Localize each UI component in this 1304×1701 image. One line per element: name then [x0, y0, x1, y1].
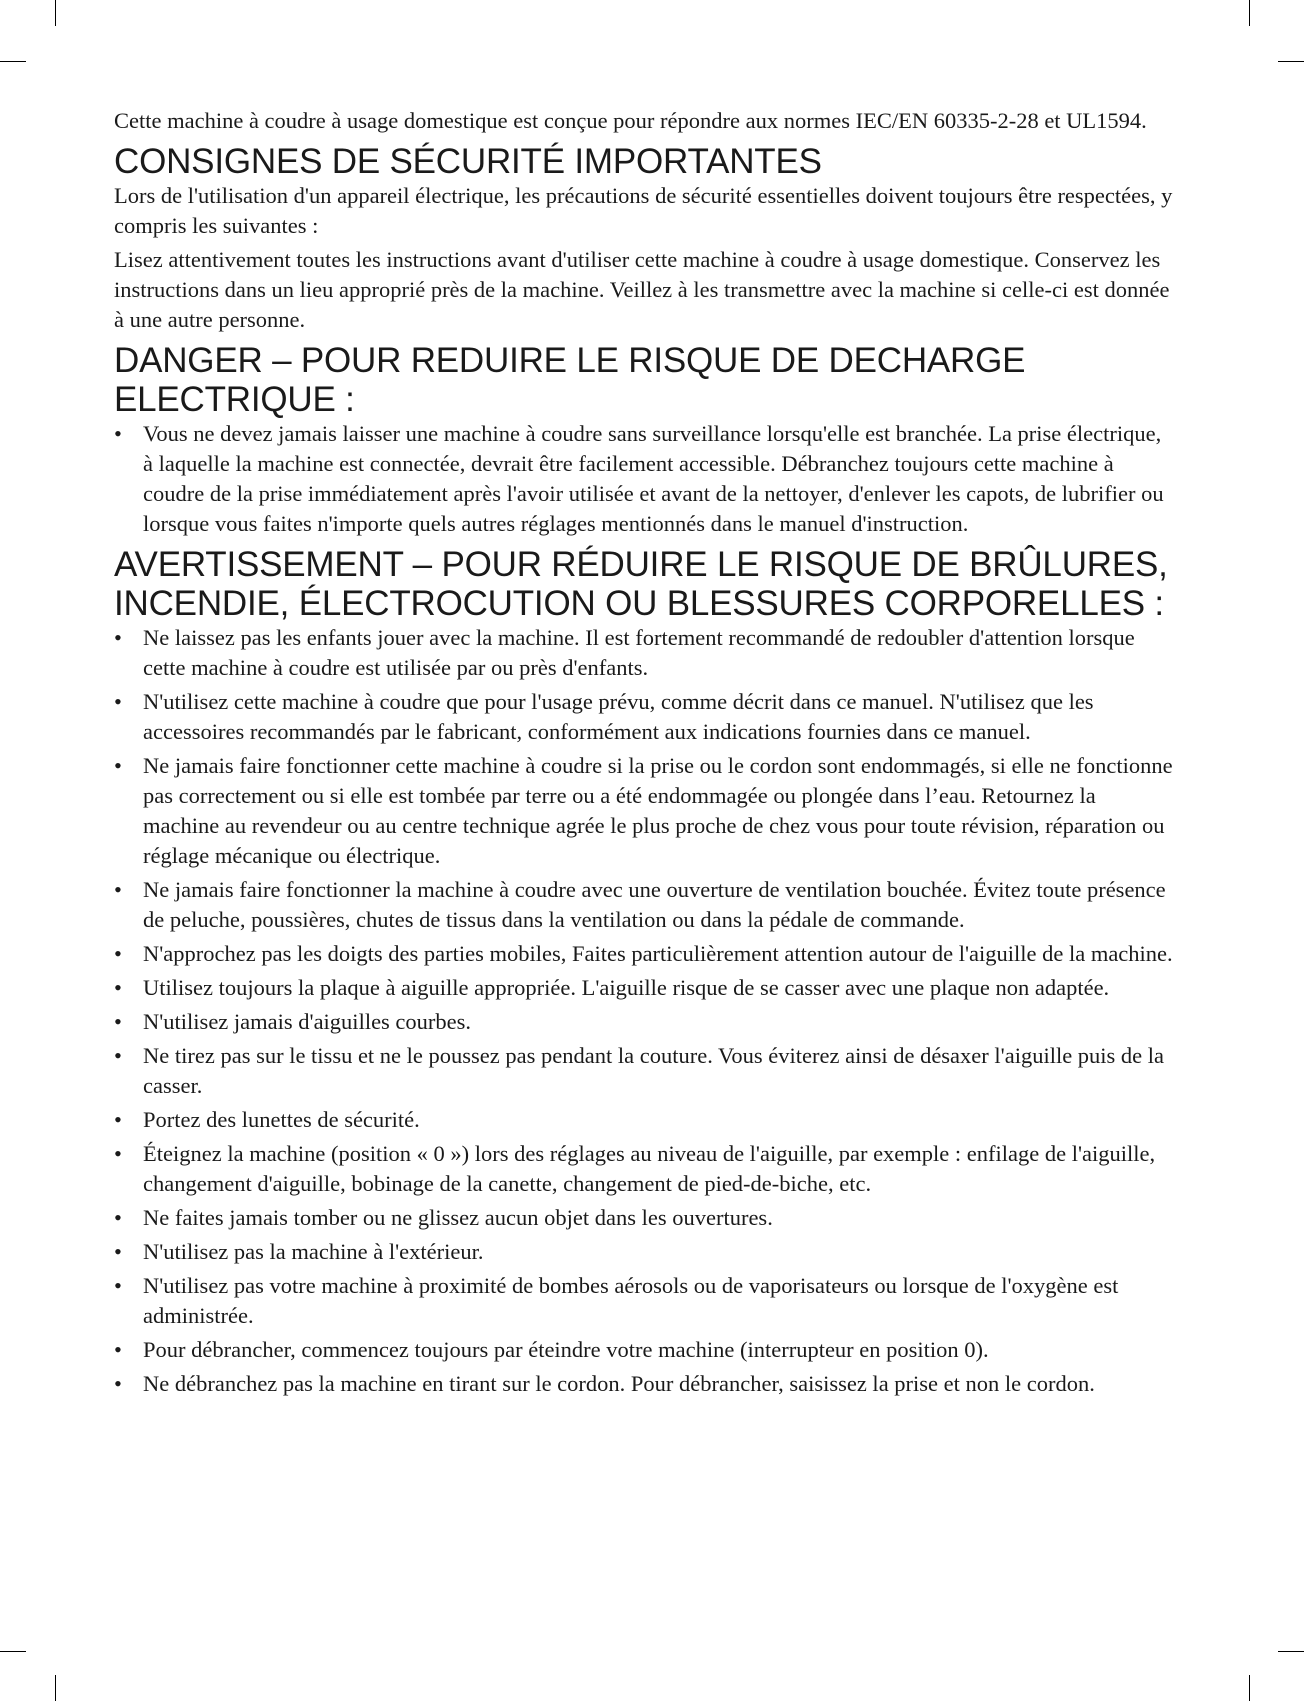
- list-item: [114, 1203, 1174, 1233]
- list-item-text: Ne faites jamais tomber ou ne glissez aucun objet dans les ouvertures.: [143, 1205, 773, 1230]
- list-item-text: Ne jamais faire fonctionner cette machine à coudre si la prise ou le cordon sont endommagés, si elle ne fonctionne pas correctement ou si elle est tombée par terre ou a été endommagée ou plongée dans l’eau. Retournez la machine au revendeur ou au centre technique agrée le plus proche de chez vous pour toute révision, réparation ou réglage mécanique ou électrique.: [143, 753, 1173, 868]
- document-page: [114, 106, 1174, 1403]
- list-item: [114, 1041, 1174, 1101]
- crop-mark: [1249, 0, 1250, 26]
- crop-mark: [1249, 1675, 1250, 1701]
- bullet-icon: •: [114, 1239, 122, 1264]
- bullet-icon: •: [114, 1371, 122, 1396]
- list-item: [114, 1139, 1174, 1199]
- list-item: [114, 1007, 1174, 1037]
- list-item: [114, 1335, 1174, 1365]
- heading-danger: DANGER – POUR REDUIRE LE RISQUE DE DECHARGE ELECTRIQUE :: [114, 341, 1026, 419]
- list-item-text: Ne tirez pas sur le tissu et ne le poussez pas pendant la couture. Vous éviterez ainsi de désaxer l'aiguille puis de la casser.: [143, 1043, 1165, 1098]
- list-item: [114, 939, 1174, 969]
- bullet-icon: •: [114, 1009, 122, 1034]
- crop-mark: [1278, 1651, 1304, 1652]
- bullet-icon: •: [114, 1337, 122, 1362]
- list-item-text: Ne laissez pas les enfants jouer avec la machine. Il est fortement recommandé de redoubler d'attention lorsque cette machine à coudre est utilisée par ou près d'enfants.: [143, 625, 1135, 680]
- bullet-icon: •: [114, 1273, 122, 1298]
- list-item: [114, 419, 1174, 539]
- list-item-text: N'approchez pas les doigts des parties mobiles, Faites particulièrement attention autour de l'aiguille de la machine.: [143, 941, 1173, 966]
- intro-paragraph: Cette machine à coudre à usage domestique est conçue pour répondre aux normes IEC/EN 60335-2-28 et UL1594.: [114, 108, 1147, 133]
- heading-warning: AVERTISSEMENT – POUR RÉDUIRE LE RISQUE DE BRÛLURES, INCENDIE, ÉLECTROCUTION OU BLESSURES CORPORELLES :: [114, 545, 1168, 623]
- bullet-icon: •: [114, 1205, 122, 1230]
- bullet-icon: •: [114, 975, 122, 1000]
- bullet-icon: •: [114, 421, 122, 446]
- heading-safety-instructions: CONSIGNES DE SÉCURITÉ IMPORTANTES: [114, 142, 822, 181]
- list-item-text: Éteignez la machine (position « 0 ») lors des réglages au niveau de l'aiguille, par exemple : enfilage de l'aiguille, changement d'aiguille, bobinage de la canette, changement de pied-de-biche, etc.: [143, 1141, 1156, 1196]
- warning-list: [114, 623, 1174, 1399]
- list-item-text: N'utilisez pas la machine à l'extérieur.: [143, 1239, 484, 1264]
- bullet-icon: •: [114, 625, 122, 650]
- safety-paragraph-2: Lisez attentivement toutes les instructions avant d'utiliser cette machine à coudre à usage domestique. Conservez les instructions dans un lieu approprié près de la machine. Veillez à les transmettre avec la machine si celle-ci est donnée à une autre personne.: [114, 247, 1170, 332]
- list-item: [114, 1105, 1174, 1135]
- crop-mark: [1278, 61, 1304, 62]
- list-item-text: Portez des lunettes de sécurité.: [143, 1107, 420, 1132]
- list-item: [114, 973, 1174, 1003]
- list-item-text: N'utilisez cette machine à coudre que pour l'usage prévu, comme décrit dans ce manuel. N'utilisez que les accessoires recommandés par le fabricant, conformément aux indications fournies dans ce manuel.: [143, 689, 1094, 744]
- bullet-icon: •: [114, 1141, 122, 1166]
- list-item-text: N'utilisez pas votre machine à proximité de bombes aérosols ou de vaporisateurs ou lorsque de l'oxygène est administrée.: [143, 1273, 1119, 1328]
- crop-mark: [0, 61, 26, 62]
- crop-mark: [55, 0, 56, 26]
- bullet-icon: •: [114, 941, 122, 966]
- list-item-text: Ne débranchez pas la machine en tirant sur le cordon. Pour débrancher, saisissez la prise et non le cordon.: [143, 1371, 1095, 1396]
- list-item-text: Vous ne devez jamais laisser une machine à coudre sans surveillance lorsqu'elle est branchée. La prise électrique, à laquelle la machine est connectée, devrait être facilement accessible. Débranchez toujours cette machine à coudre de la prise immédiatement après l'avoir utilisée et avant de la nettoyer, d'enlever les capots, de lubrifier ou lorsque vous faites n'importe quels autres réglages mentionnés dans le manuel d'instruction.: [143, 421, 1164, 536]
- list-item-text: Utilisez toujours la plaque à aiguille appropriée. L'aiguille risque de se casser avec une plaque non adaptée.: [143, 975, 1110, 1000]
- list-item: [114, 1369, 1174, 1399]
- safety-paragraph-1: Lors de l'utilisation d'un appareil électrique, les précautions de sécurité essentielles doivent toujours être respectées, y compris les suivantes :: [114, 183, 1173, 238]
- list-item: [114, 1271, 1174, 1331]
- bullet-icon: •: [114, 1107, 122, 1132]
- list-item-text: Ne jamais faire fonctionner la machine à coudre avec une ouverture de ventilation bouchée. Évitez toute présence de peluche, poussières, chutes de tissus dans la ventilation ou dans la pédale de commande.: [143, 877, 1166, 932]
- bullet-icon: •: [114, 753, 122, 778]
- list-item-text: N'utilisez jamais d'aiguilles courbes.: [143, 1009, 472, 1034]
- list-item: [114, 1237, 1174, 1267]
- bullet-icon: •: [114, 689, 122, 714]
- crop-mark: [55, 1675, 56, 1701]
- list-item-text: Pour débrancher, commencez toujours par éteindre votre machine (interrupteur en position 0).: [143, 1337, 989, 1362]
- list-item: [114, 875, 1174, 935]
- crop-mark: [0, 1651, 26, 1652]
- danger-list: [114, 419, 1174, 539]
- list-item: [114, 687, 1174, 747]
- list-item: [114, 751, 1174, 871]
- bullet-icon: •: [114, 877, 122, 902]
- bullet-icon: •: [114, 1043, 122, 1068]
- list-item: [114, 623, 1174, 683]
